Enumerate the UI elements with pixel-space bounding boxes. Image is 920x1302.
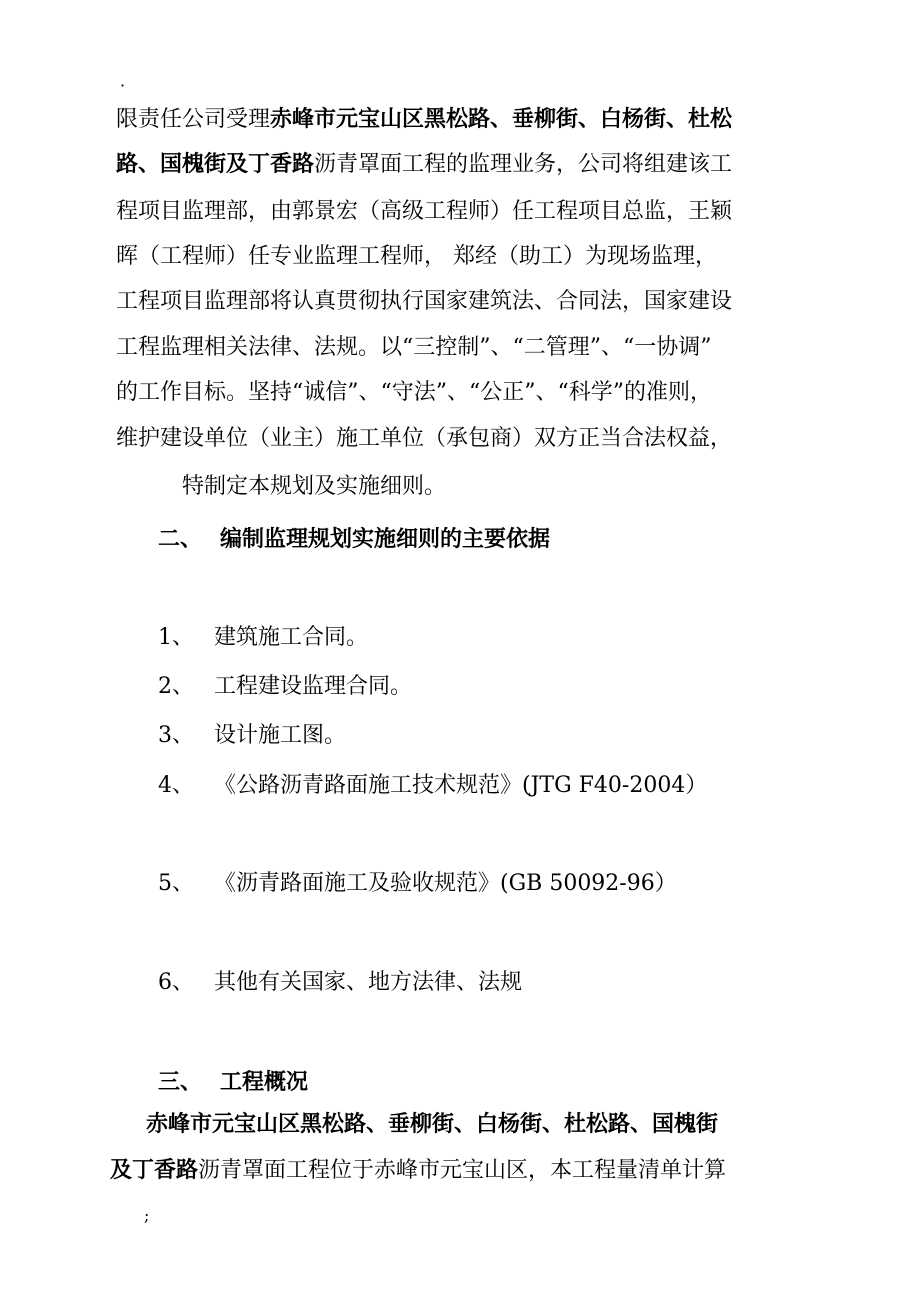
intro-line-1: 限责任公司受理赤峰市元宝山区黑松路、垂柳街、白杨街、杜松	[116, 107, 733, 132]
list-item: 5、 《沥青路面施工及验收规范》(GB 50092-96）	[158, 871, 677, 896]
intro-line-6: 工程监理相关法律、法规。以“三控制”、“二管理”、“一协调”	[116, 335, 712, 360]
list-item: 2、 工程建设监理合同。	[158, 674, 413, 699]
intro-line-7: 的工作目标。坚持“诚信”、“守法”、“公正”、“科学”的准则，	[116, 380, 712, 405]
list-item: 6、 其他有关国家、地方法律、法规	[158, 970, 523, 995]
intro-line-5: 工程项目监理部将认真贯彻执行国家建筑法、合同法，国家建设	[116, 289, 733, 314]
intro-line-8: 维护建设单位（业主）施工单位（承包商）双方正当合法权益，	[116, 426, 733, 451]
intro-line-4: 晖（工程师）任专业监理工程师， 郑经（助工）为现场监理，	[116, 244, 717, 269]
overview-line-2: 及丁香路沥青罩面工程位于赤峰市元宝山区，本工程量清单计算	[110, 1158, 727, 1183]
section-3-heading: 三、 工程概况	[158, 1070, 309, 1095]
top-mark: ·	[120, 76, 126, 95]
list-item: 1、 建筑施工合同。	[158, 625, 369, 650]
list-item: 3、 设计施工图。	[158, 723, 347, 748]
intro-line-3: 程项目监理部，由郭景宏（高级工程师）任工程项目总监，王颖	[116, 199, 733, 224]
intro-line-2: 路、国槐街及丁香路沥青罩面工程的监理业务，公司将组建该工	[116, 152, 733, 177]
section-2-heading: 二、 编制监理规划实施细则的主要依据	[158, 527, 551, 552]
intro-line-9: 特制定本规划及实施细则。	[182, 474, 447, 499]
overview-line-1: 赤峰市元宝山区黑松路、垂柳街、白杨街、杜松路、国槐街	[146, 1112, 719, 1137]
list-item: 4、 《公路沥青路面施工技术规范》(JTG F40-2004）	[158, 773, 708, 798]
bottom-mark: ;	[144, 1206, 150, 1225]
